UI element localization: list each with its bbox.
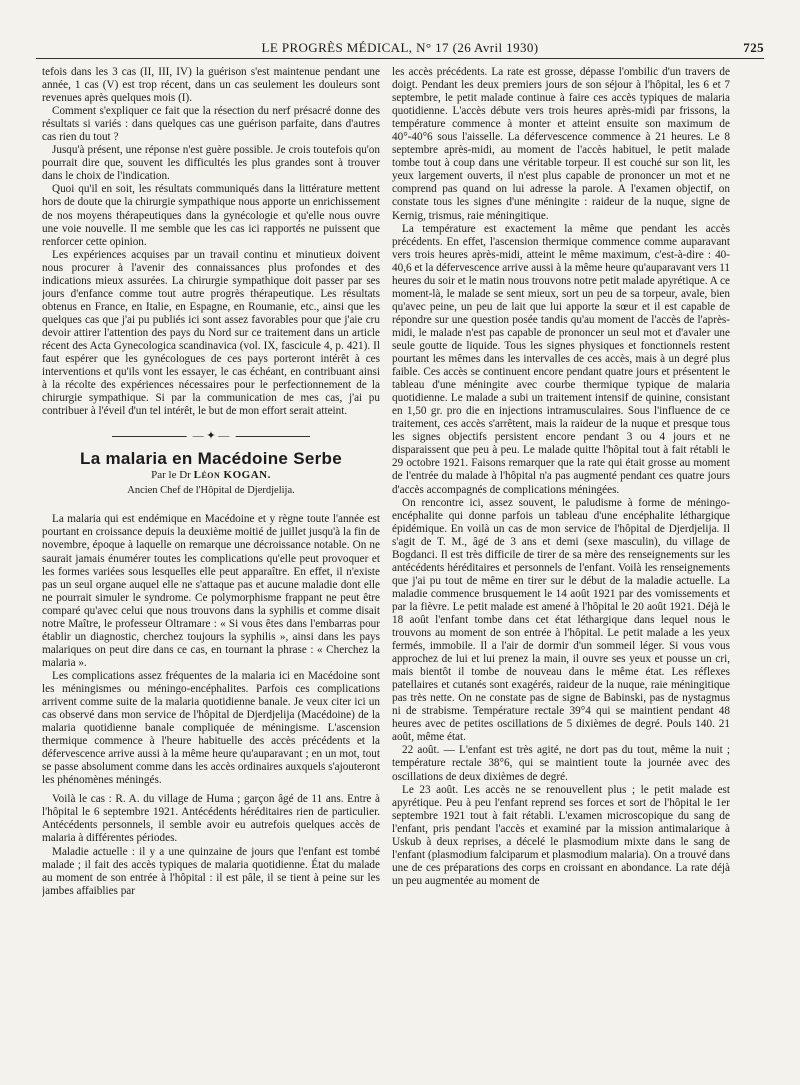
paragraph: Comment s'expliquer ce fait que la résection du nerf présacré donne des résultats si variés : dans quelques cas une guérison parfaite, dans d'autres cas rien du tout ?: [42, 105, 380, 144]
paragraph: Maladie actuelle : il y a une quinzaine de jours que l'enfant est tombé malade ; il fait des accès typiques de malaria quotidienne. État du malade au moment de son entrée à l'hôpital : il est pâle, il se tient à peine sur les jambes affaiblies par: [42, 845, 380, 897]
paragraph: les accès précédents. La rate est grosse, dépasse l'ombilic d'un travers de doigt. Pendant les deux premiers jours de son séjour à l'hôpital, les 6 et 7 septembre, le petit malade continue à faire ces accès typiques de malaria quotidienne. L'accès débute vers trois heures après-midi par frissons, la température commence à monter et atteint ensuite son maximum de 40°-40°6 sous l'aisselle. La défervescence commence à 21 heures. Le 8 septembre après-midi, au moment de l'accès habituel, le petit malade tombe tout à coup dans une véritable torpeur. Il est couché sur son lit, les yeux largement ouverts, il n'est plus capable de prononcer un mot et ne comprend pas quand on lui adresse la parole. A l'examen objectif, on constate tous les signes d'une méningite : raideur de la nuque, signe de Kernig, trismus, raie méningitique.: [392, 66, 730, 222]
running-title: LE PROGRÈS MÉDICAL, N° 17 (26 Avril 1930): [261, 40, 539, 55]
paragraph: La malaria qui est endémique en Macédoine et y règne toute l'année est pourtant en croissance depuis la deuxième moitié de juillet jusqu'à la fin de novembre, époque à laquelle on remarque une décroissance notable. On ne saurait jamais énumérer toutes les complications qu'elle peut provoquer et les formes variées sous lesquelles elle peut apparaître. En effet, il n'existe pas un seul organe auquel elle ne s'attaque pas et aucune maladie dont elle ne pourrait simuler le syndrome. Ce polymorphisme frappant ne peut être comparé qu'avec celui que nous trouvons dans la syphilis et comme disait notre Maître, le professeur Oltramare : « Si vous êtes dans l'embarras pour établir un diagnostic, cherchez toujours la syphilis », ainsi dans les pays malariques on peut dire dans ce cas, en tournant la phrase : « Cherchez la malaria ».: [42, 513, 380, 669]
paragraph: Les expériences acquises par un travail continu et minutieux doivent nous procurer à l'avenir des connaissances plus profondes et des indications mieux assurées. La chirurgie sympathique doit passer par ses jours d'enfance comme tout autre progrès thérapeutique. Les résultats obtenus en France, en Italie, en Espagne, en Roumanie, etc., ainsi que les quelques cas que j'ai pu publiés ici sont assez favorables pour que j'aie cru devoir attirer l'attention des pays du Nord sur ce traitement dans un article récent des Acta Gynecologica scandinavica (vol. IX, fascicule 4, p. 421). Il faut espérer que les gynécologues de ces pays porteront intérêt à ces interventions et qu'ils vont les essayer, le cas échéant, en contribuant ainsi à la récolte des expériences nécessaires pour le perfectionnement de la chirurgie sympathique. Si par la communication de mes cas, j'ai pu contribuer à l'éveil d'un tel intérêt, le but de mon effort serait atteint.: [42, 248, 380, 418]
paragraph: Jusqu'à présent, une réponse n'est guère possible. Je crois toutefois qu'on pourrait dire que, souvent les difficultés les plus grandes sont à trouver dans le choix de l'indication.: [42, 144, 380, 183]
paragraph: Quoi qu'il en soit, les résultats communiqués dans la littérature mettent hors de doute que la chirurgie sympathique nous apporte un enrichissement de nos moyens thérapeutiques dans la gynécologie et qu'elle nous ouvre une voie nouvelle. Il me semble que les cas ici rapportés ne puissent que renforcer cette opinion.: [42, 183, 380, 248]
author-name: Léon KOGAN.: [193, 469, 271, 482]
section-separator: [42, 428, 380, 444]
paragraph: Voilà le cas : R. A. du village de Huma ; garçon âgé de 11 ans. Entre à l'hôpital le 6 septembre 1921. Antécédents héréditaires rien de particulier. Antécédents personnels, il semble avoir eu autrefois quelques accès de malaria à différentes périodes.: [42, 793, 380, 845]
page-number: 725: [743, 40, 764, 55]
left-column: [42, 66, 380, 1066]
paragraph: Le 23 août. Les accès ne se renouvellent plus ; le petit malade est apyrétique. Peu à peu l'enfant reprend ses forces et sort de l'hôpital le 1er septembre 1921 tout à fait rétabli. L'examen microscopique du sang de l'enfant, pris pendant l'accès et examiné par la mission antimalarique à Uskub à deux reprises, a décelé le plasmodium mixte dans le sang de l'enfant (plasmodium falciparum et plasmodium malaria). On a trouvé dans une de ces préparations des corps en croissant en abondance. La rate déjà un peu augmentée au moment de: [392, 783, 730, 887]
paragraph: On rencontre ici, assez souvent, le paludisme à forme de méningo-encéphalite qui donne parfois un tableau d'une encéphalite léthargique épidémique. En voilà un cas de mon service de l'hôpital de Djerdjelija. Il s'agit de T. M., âgé de 3 ans et demi (sexe masculin), du village de Bogdanci. Il est très difficile de tirer de sa mère des renseignements sur les antécédents héréditaires et personnels de l'enfant. Voilà les renseignements que j'ai pu tout de même en tirer sur le début de la maladie actuelle. La maladie commence brusquement le 14 août 1921 par des vomissements et par la fièvre. Le petit malade est amené à l'hôpital le 20 août 1921. Déjà le 18 août l'enfant tombe dans cet état léthargique dans lequel nous le trouvons au moment de son entrée à l'hôpital. Le petit malade a les yeux fermés, immobile. Il a l'air de dormir d'un sommeil léger. Si vous vous approchez de lui et lui prenez la main, il ouvre ses yeux et pousse un cri, mais bientôt il tombe de nouveau dans le même état. Les réflexes patellaires et cutanés sont exagérés, raideur de la nuque, raie méningitique pas très nette. On ne constate pas de signe de Babinski, pas de nystagmus ni de strabisme. Température rectale 39°4 qui se maintient pendant 48 heures avec de petites oscillations de 5 dixièmes de degré. Pouls 140. 21 août, même état.: [392, 496, 730, 744]
paragraph: La température est exactement la même que pendant les accès précédents. En effet, l'ascension thermique commence comme auparavant vers trois heures après-midi, atteint le même maximum, c'est-à-dire : 40-40,6 et la défervescence arrive aussi à la même heure qu'auparavant vers 11 heures du soir et le matin nous trouvons notre petit malade apyrétique. A ce moment-là, le malade se sent mieux, sort un peu de sa torpeur, avale, bien qu'avec peine, un peu de lait que lui apporte la sœur et il est capable de répondre sur une question posée tandis qu'au moment de l'accès de l'après-midi, le malade n'est pas capable de prononcer un seul mot et d'avaler une seule goutte de liquide. Tous les signes physiques et fonctionnels restent pourtant les mêmes dans les intervalles de ces accès, mais à un degré plus faible. Ces accès se continuent encore pendant quatre jours et présentent le tableau d'une méningite avec courbe thermique typique de malaria quotidienne. Le malade a subi un traitement intensif de quinine, consistant en 1,50 gr. pro die en injections intramusculaires. Sous l'influence de ce traitement, ces accès s'arrêtent, mais la raideur de la nuque et presque tous les signes objectifs persistent encore pendant 3 ou 4 jours et ne disparaissent que peu à peu. Le malade quitte l'hôpital tout à fait rétabli le 29 octobre 1921. Faisons remarquer que la rate qui était grosse au moment de l'entrée du malade à l'hôpital n'a pas augmenté pendant ces quatre jours d'accès accompagnés de complications méningées.: [392, 222, 730, 496]
right-column: [392, 66, 730, 1066]
byline: [42, 469, 380, 482]
article-title: La malaria en Macédoine Serbe: [80, 449, 342, 469]
paragraph: Les complications assez fréquentes de la malaria ici en Macédoine sont les méningismes ou méningo-encéphalites. Parfois ces complications arrivent comme suite de la malaria quotidienne banale. Je veux citer ici un cas observé dans mon service de l'hôpital de Djerdjelija (Macédoine) de la malaria quotidienne banale compliquée de méningisme. L'ascension thermique commence à l'heure habituelle des accès précédents et la défervescence arrive aussi à la même heure qu'auparavant ; en un mot, tout se passe absolument comme dans les accès ordinaires auxquels s'ajouteront les phénomènes méningés.: [42, 669, 380, 787]
byline-prefix: Par le Dr: [151, 469, 191, 482]
paragraph: 22 août. — L'enfant est très agité, ne dort pas du tout, même la nuit ; température rectale 38°6, qui se maintient toute la journée avec des oscillations de deux dixièmes de degré.: [392, 744, 730, 783]
separator-ornament: — ✦ —: [187, 430, 236, 442]
running-header: [36, 36, 764, 59]
paragraph: tefois dans les 3 cas (II, III, IV) la guérison s'est maintenue pendant une année, 1 cas (V) est trop récent, dans un cas seulement les douleurs sont revenues après quelques mois (I).: [42, 66, 380, 105]
author-affiliation: Ancien Chef de l'Hôpital de Djerdjelija.: [127, 485, 295, 497]
